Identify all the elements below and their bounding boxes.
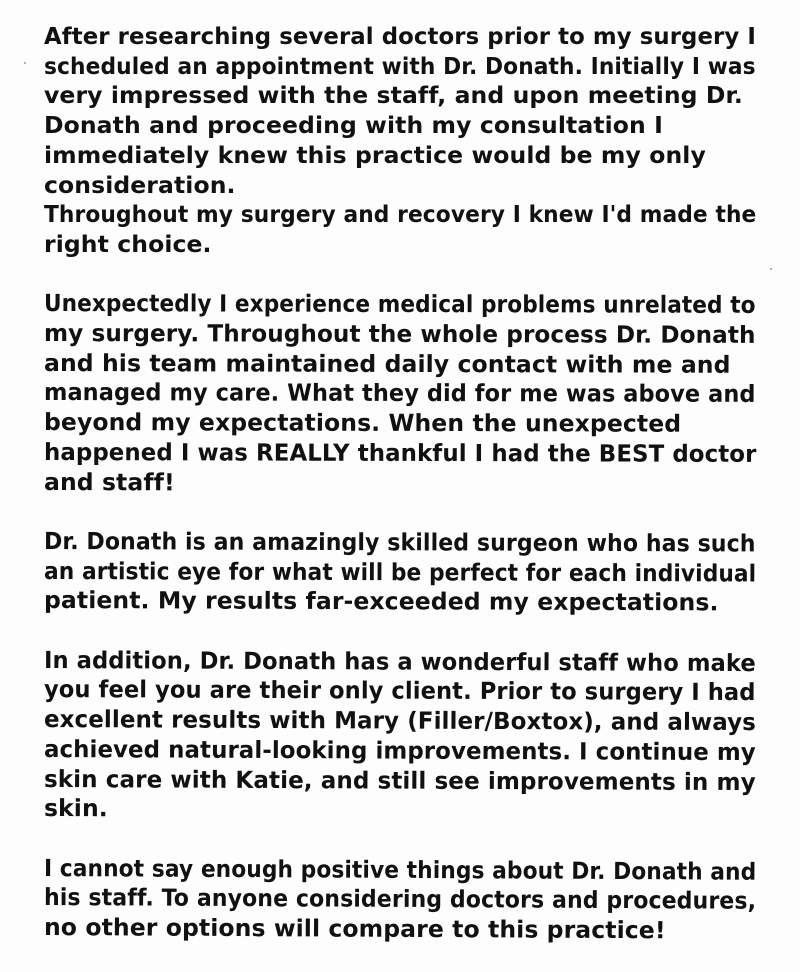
letter-line: my surgery. Throughout the whole process Dr. Donath xyxy=(43,319,756,349)
letter-line: an artistic eye for what will be perfect for each individual xyxy=(43,556,757,588)
letter-line: managed my care. What they did for me was above and xyxy=(43,378,756,409)
paragraph-gap xyxy=(44,824,756,854)
letter-line: Donath and proceeding with my consultation I xyxy=(44,111,664,140)
letter-line: After researching several doctors prior to my surgery I xyxy=(44,22,756,50)
letter-line: achieved natural-looking improvements. I continue my xyxy=(43,734,756,766)
paragraph-skilled-surgeon xyxy=(44,527,756,616)
paragraph-gap xyxy=(44,260,756,290)
letter-line: beyond my expectations. When the unexpected xyxy=(43,408,682,438)
letter-line: scheduled an appointment with Dr. Donath. Initially I was xyxy=(44,51,756,80)
letter-line: very impressed with the staff, and upon meeting Dr. xyxy=(44,81,743,110)
paragraph-closing xyxy=(44,854,756,943)
paragraph-staff xyxy=(44,646,756,824)
letter-line: and his team maintained daily contact with me and xyxy=(43,348,731,379)
letter-line: I cannot say enough positive things about Dr. Donath and xyxy=(43,853,757,886)
letter-line: you feel you are their only client. Prior to surgery I had xyxy=(43,675,756,707)
letter-line: Dr. Donath is an amazingly skilled surgeon who has such xyxy=(43,526,756,558)
scan-speck xyxy=(770,268,772,270)
paragraph-gap xyxy=(44,497,756,527)
letter-line: In addition, Dr. Donath has a wonderful staff who make xyxy=(43,645,756,677)
letter-line: Throughout my surgery and recovery I knew I'd made the xyxy=(44,200,757,229)
letter-line: no other options will compare to this practice! xyxy=(43,913,666,945)
paragraph-gap xyxy=(44,616,756,646)
letter-line: skin care with Katie, and still see improvements in my xyxy=(43,764,756,796)
letter-line: skin. xyxy=(43,794,108,823)
letter-line: patient. My results far-exceeded my expectations. xyxy=(43,586,719,617)
letter-line: immediately knew this practice would be my only xyxy=(44,140,706,169)
letter-line: Unexpectedly I experience medical problems unrelated to xyxy=(43,289,756,320)
paragraph-consultation xyxy=(44,22,756,260)
scan-speck xyxy=(24,62,26,64)
testimonial-letter xyxy=(44,22,756,943)
letter-line: his staff. To anyone considering doctors and procedures, xyxy=(43,883,757,916)
letter-line: and staff! xyxy=(43,467,175,496)
letter-line: consideration. xyxy=(44,170,236,199)
letter-line: excellent results with Mary (Filler/Boxtox), and always xyxy=(43,705,757,737)
paragraph-medical-problems xyxy=(44,289,756,497)
letter-line: happened I was REALLY thankful I had the BEST doctor xyxy=(43,437,757,468)
letter-line: right choice. xyxy=(44,229,212,258)
